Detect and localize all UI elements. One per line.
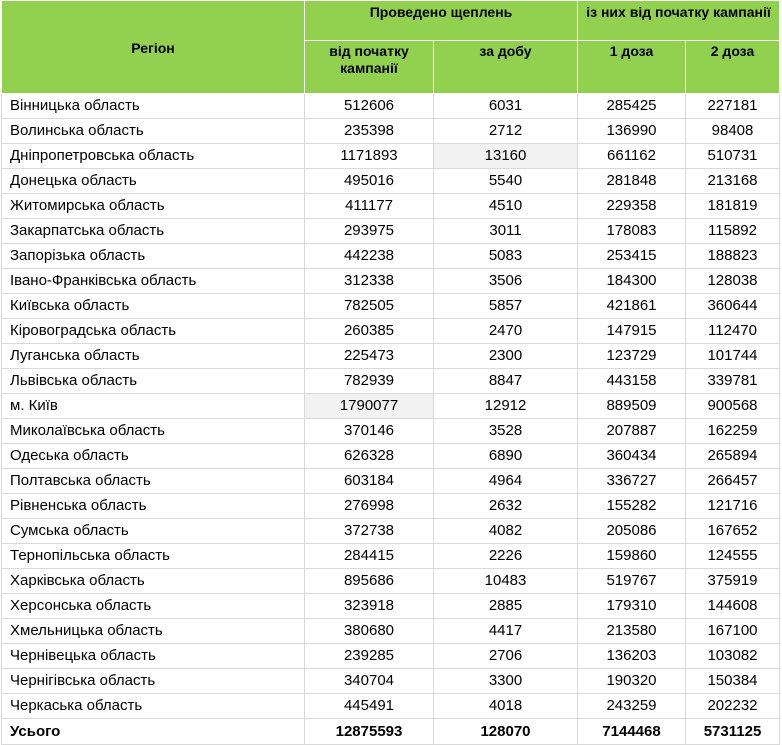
cell-dose1: 184300	[578, 269, 686, 294]
cell-dose2: 103082	[686, 644, 780, 669]
vaccination-table	[1, 0, 780, 745]
header-vaccinations: Проведено щеплень	[305, 1, 578, 41]
cell-dose2: 162259	[686, 419, 780, 444]
cell-total: 239285	[305, 644, 434, 669]
region-name: Чернівецька область	[2, 644, 305, 669]
cell-dose2: 128038	[686, 269, 780, 294]
cell-total: 225473	[305, 344, 434, 369]
total-total: 12875593	[305, 719, 434, 745]
cell-day: 4082	[434, 519, 578, 544]
table-row	[2, 544, 780, 569]
cell-total: 512606	[305, 94, 434, 119]
cell-total: 370146	[305, 419, 434, 444]
cell-dose1: 229358	[578, 194, 686, 219]
cell-day: 5857	[434, 294, 578, 319]
table-row	[2, 94, 780, 119]
cell-dose2: 360644	[686, 294, 780, 319]
cell-dose1: 519767	[578, 569, 686, 594]
cell-day: 8847	[434, 369, 578, 394]
region-name: Полтавська область	[2, 469, 305, 494]
cell-dose1: 147915	[578, 319, 686, 344]
cell-dose1: 243259	[578, 694, 686, 719]
cell-dose1: 205086	[578, 519, 686, 544]
total-label: Усього	[2, 719, 305, 745]
table-row	[2, 569, 780, 594]
cell-day: 4018	[434, 694, 578, 719]
cell-total: 782939	[305, 369, 434, 394]
table-row	[2, 369, 780, 394]
table-header	[2, 1, 780, 94]
cell-dose1: 336727	[578, 469, 686, 494]
cell-total: 411177	[305, 194, 434, 219]
cell-dose2: 167652	[686, 519, 780, 544]
cell-total: 260385	[305, 319, 434, 344]
cell-dose2: 510731	[686, 144, 780, 169]
cell-total: 782505	[305, 294, 434, 319]
region-name: Чернігівська область	[2, 669, 305, 694]
region-name: Вінницька область	[2, 94, 305, 119]
region-name: Черкаська область	[2, 694, 305, 719]
cell-dose2: 339781	[686, 369, 780, 394]
cell-dose2: 144608	[686, 594, 780, 619]
header-dose1: 1 доза	[578, 41, 686, 94]
cell-dose1: 889509	[578, 394, 686, 419]
cell-day: 4964	[434, 469, 578, 494]
table-row	[2, 669, 780, 694]
cell-total: 276998	[305, 494, 434, 519]
header-dose2: 2 доза	[686, 41, 780, 94]
total-dose2: 5731125	[686, 719, 780, 745]
cell-dose1: 179310	[578, 594, 686, 619]
cell-dose1: 281848	[578, 169, 686, 194]
header-since-start: від початку кампанії	[305, 41, 434, 94]
cell-day: 2470	[434, 319, 578, 344]
cell-dose2: 900568	[686, 394, 780, 419]
table-row	[2, 644, 780, 669]
cell-day: 4510	[434, 194, 578, 219]
cell-day: 2632	[434, 494, 578, 519]
cell-total: 293975	[305, 219, 434, 244]
cell-dose1: 360434	[578, 444, 686, 469]
region-name: Харківська область	[2, 569, 305, 594]
cell-total: 380680	[305, 619, 434, 644]
region-name: Миколаївська область	[2, 419, 305, 444]
table-row	[2, 444, 780, 469]
cell-day: 2885	[434, 594, 578, 619]
region-name: Кіровоградська область	[2, 319, 305, 344]
cell-day: 5083	[434, 244, 578, 269]
table-row	[2, 419, 780, 444]
region-name: Херсонська область	[2, 594, 305, 619]
cell-dose1: 136203	[578, 644, 686, 669]
cell-day: 13160	[434, 144, 578, 169]
cell-total: 603184	[305, 469, 434, 494]
table-body	[2, 94, 780, 745]
table-row	[2, 519, 780, 544]
region-name: Київська область	[2, 294, 305, 319]
region-name: Житомирська область	[2, 194, 305, 219]
cell-dose1: 190320	[578, 669, 686, 694]
header-row-top	[2, 1, 780, 41]
region-name: Дніпропетровська область	[2, 144, 305, 169]
cell-dose2: 265894	[686, 444, 780, 469]
region-name: Донецька область	[2, 169, 305, 194]
cell-total: 372738	[305, 519, 434, 544]
region-name: Запорізька область	[2, 244, 305, 269]
cell-dose2: 202232	[686, 694, 780, 719]
table-row	[2, 119, 780, 144]
cell-dose1: 159860	[578, 544, 686, 569]
cell-day: 4417	[434, 619, 578, 644]
cell-total: 626328	[305, 444, 434, 469]
cell-total: 323918	[305, 594, 434, 619]
table-row	[2, 144, 780, 169]
cell-dose2: 375919	[686, 569, 780, 594]
cell-dose2: 227181	[686, 94, 780, 119]
cell-day: 2712	[434, 119, 578, 144]
cell-day: 3300	[434, 669, 578, 694]
region-name: Закарпатська область	[2, 219, 305, 244]
table-row	[2, 219, 780, 244]
region-name: Одеська область	[2, 444, 305, 469]
cell-dose2: 213168	[686, 169, 780, 194]
cell-dose2: 188823	[686, 244, 780, 269]
cell-dose1: 207887	[578, 419, 686, 444]
cell-total: 1790077	[305, 394, 434, 419]
cell-dose1: 443158	[578, 369, 686, 394]
cell-day: 2706	[434, 644, 578, 669]
cell-dose2: 266457	[686, 469, 780, 494]
cell-dose1: 213580	[578, 619, 686, 644]
cell-day: 12912	[434, 394, 578, 419]
region-name: Волинська область	[2, 119, 305, 144]
cell-total: 442238	[305, 244, 434, 269]
cell-dose1: 155282	[578, 494, 686, 519]
cell-day: 10483	[434, 569, 578, 594]
table-row	[2, 494, 780, 519]
table-row	[2, 344, 780, 369]
cell-day: 6031	[434, 94, 578, 119]
cell-total: 895686	[305, 569, 434, 594]
table-row	[2, 394, 780, 419]
cell-dose2: 181819	[686, 194, 780, 219]
cell-total: 495016	[305, 169, 434, 194]
cell-dose1: 178083	[578, 219, 686, 244]
table-row	[2, 169, 780, 194]
cell-day: 2300	[434, 344, 578, 369]
cell-dose2: 112470	[686, 319, 780, 344]
cell-dose2: 150384	[686, 669, 780, 694]
total-dose1: 7144468	[578, 719, 686, 745]
cell-total: 445491	[305, 694, 434, 719]
table-row	[2, 294, 780, 319]
cell-day: 3528	[434, 419, 578, 444]
region-name: м. Київ	[2, 394, 305, 419]
header-per-day: за добу	[434, 41, 578, 94]
table-row	[2, 194, 780, 219]
cell-total: 235398	[305, 119, 434, 144]
cell-dose2: 124555	[686, 544, 780, 569]
table-row	[2, 594, 780, 619]
total-row	[2, 719, 780, 745]
table-row	[2, 694, 780, 719]
cell-dose1: 253415	[578, 244, 686, 269]
cell-total: 312338	[305, 269, 434, 294]
cell-total: 340704	[305, 669, 434, 694]
table-row	[2, 244, 780, 269]
cell-day: 5540	[434, 169, 578, 194]
cell-total: 1171893	[305, 144, 434, 169]
cell-dose1: 136990	[578, 119, 686, 144]
region-name: Львівська область	[2, 369, 305, 394]
cell-dose2: 101744	[686, 344, 780, 369]
cell-dose2: 115892	[686, 219, 780, 244]
cell-dose1: 421861	[578, 294, 686, 319]
region-name: Хмельницька область	[2, 619, 305, 644]
region-name: Сумська область	[2, 519, 305, 544]
table-row	[2, 319, 780, 344]
header-region: Регіон	[2, 1, 305, 94]
total-day: 128070	[434, 719, 578, 745]
cell-day: 2226	[434, 544, 578, 569]
header-of-which: із них від початку кампанії	[578, 1, 780, 41]
cell-day: 3011	[434, 219, 578, 244]
region-name: Тернопільська область	[2, 544, 305, 569]
cell-dose2: 98408	[686, 119, 780, 144]
cell-dose2: 121716	[686, 494, 780, 519]
region-name: Івано-Франківська область	[2, 269, 305, 294]
cell-dose1: 123729	[578, 344, 686, 369]
region-name: Рівненська область	[2, 494, 305, 519]
cell-dose1: 661162	[578, 144, 686, 169]
table-row	[2, 469, 780, 494]
region-name: Луганська область	[2, 344, 305, 369]
cell-dose1: 285425	[578, 94, 686, 119]
cell-dose2: 167100	[686, 619, 780, 644]
cell-day: 3506	[434, 269, 578, 294]
cell-total: 284415	[305, 544, 434, 569]
cell-day: 6890	[434, 444, 578, 469]
table-row	[2, 269, 780, 294]
table-row	[2, 619, 780, 644]
